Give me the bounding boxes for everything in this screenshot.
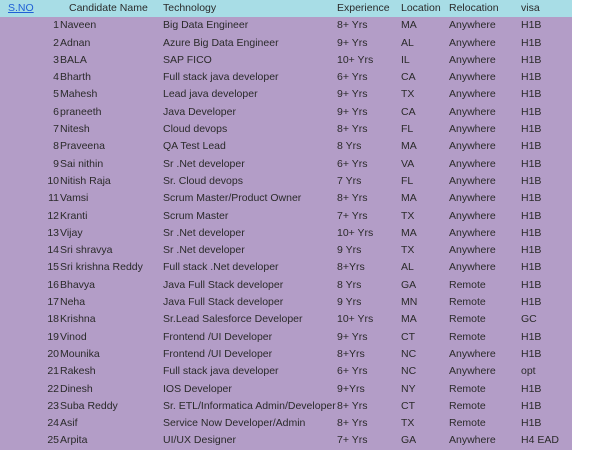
cell-relocation[interactable]: Anywhere xyxy=(449,434,496,447)
cell-relocation[interactable]: Remote xyxy=(449,417,486,430)
cell-visa[interactable]: H1B xyxy=(521,19,542,32)
table-row xyxy=(0,346,572,363)
cell-sno[interactable]: 7 xyxy=(53,123,59,136)
cell-sno[interactable]: 18 xyxy=(47,313,59,326)
table-row xyxy=(0,173,572,190)
cell-candidate-name[interactable]: Sai nithin xyxy=(60,157,104,170)
table-row xyxy=(0,242,572,259)
cell-location[interactable]: GA xyxy=(401,434,417,447)
cell-sno[interactable]: 1 xyxy=(53,19,59,32)
cell-technology[interactable]: Java Full Stack developer xyxy=(163,296,284,309)
cell-relocation[interactable]: Anywhere xyxy=(449,53,496,66)
cell-relocation[interactable]: Anywhere xyxy=(449,174,496,187)
cell-location[interactable]: GA xyxy=(401,278,417,291)
cell-visa[interactable]: H1B xyxy=(521,417,542,430)
cell-technology[interactable]: Full stack java developer xyxy=(163,365,279,378)
cell-relocation[interactable]: Anywhere xyxy=(449,140,496,153)
cell-sno[interactable]: 15 xyxy=(47,261,59,274)
table-row xyxy=(0,294,572,311)
cell-visa[interactable]: H1B xyxy=(521,209,542,222)
cell-visa[interactable]: H1B xyxy=(521,399,542,412)
cell-visa[interactable]: H1B xyxy=(521,347,542,360)
cell-relocation[interactable]: Anywhere xyxy=(449,192,496,205)
cell-location[interactable]: TX xyxy=(401,417,415,430)
table-row xyxy=(0,35,572,52)
cell-sno[interactable]: 2 xyxy=(53,36,59,49)
cell-sno[interactable]: 14 xyxy=(47,244,59,257)
cell-visa[interactable]: H1B xyxy=(521,71,542,84)
cell-experience[interactable]: 8 Yrs xyxy=(337,140,362,153)
cell-visa[interactable]: H1B xyxy=(521,330,542,343)
cell-visa[interactable]: H1B xyxy=(521,36,542,49)
header-experience: Experience xyxy=(337,2,390,14)
table-row xyxy=(0,363,572,380)
cell-sno[interactable]: 25 xyxy=(47,434,59,447)
cell-relocation[interactable]: Anywhere xyxy=(449,36,496,49)
cell-location[interactable]: MA xyxy=(401,313,417,326)
table-row xyxy=(0,277,572,294)
cell-candidate-name[interactable]: Neha xyxy=(60,296,86,309)
cell-location[interactable]: TX xyxy=(401,244,415,257)
cell-visa[interactable]: H1B xyxy=(521,382,542,395)
cell-technology[interactable]: Full stack .Net developer xyxy=(163,261,279,274)
cell-location[interactable]: FL xyxy=(401,123,414,136)
cell-sno[interactable]: 11 xyxy=(48,192,59,205)
cell-location[interactable]: NY xyxy=(401,382,416,395)
cell-technology[interactable]: Big Data Engineer xyxy=(163,19,249,32)
cell-relocation[interactable]: Remote xyxy=(449,278,486,291)
header-location: Location xyxy=(401,2,441,14)
cell-candidate-name[interactable]: Nitish Raja xyxy=(60,174,111,187)
cell-visa[interactable]: H4 EAD xyxy=(521,434,559,447)
cell-relocation[interactable]: Anywhere xyxy=(449,365,496,378)
cell-technology[interactable]: IOS Developer xyxy=(163,382,232,395)
cell-visa[interactable]: H1B xyxy=(521,278,542,291)
cell-location[interactable]: CA xyxy=(401,105,416,118)
cell-relocation[interactable]: Anywhere xyxy=(449,71,496,84)
cell-visa[interactable]: H1B xyxy=(521,140,542,153)
cell-experience[interactable]: 10+ Yrs xyxy=(337,226,374,239)
cell-location[interactable]: AL xyxy=(401,261,414,274)
cell-technology[interactable]: Lead java developer xyxy=(163,88,258,101)
cell-sno[interactable]: 12 xyxy=(47,209,59,222)
cell-candidate-name[interactable]: praneeth xyxy=(60,105,102,118)
table-row xyxy=(0,225,572,242)
cell-candidate-name[interactable]: Kranti xyxy=(60,209,88,222)
cell-technology[interactable]: Sr .Net developer xyxy=(163,157,245,170)
table-row xyxy=(0,190,572,207)
cell-relocation[interactable]: Anywhere xyxy=(449,105,496,118)
cell-location[interactable]: TX xyxy=(401,88,415,101)
cell-experience[interactable]: 8+ Yrs xyxy=(337,123,368,136)
cell-location[interactable]: FL xyxy=(401,174,414,187)
cell-relocation[interactable]: Anywhere xyxy=(449,244,496,257)
cell-experience[interactable]: 8+ Yrs xyxy=(337,192,368,205)
cell-sno[interactable]: 21 xyxy=(47,365,59,378)
cell-visa[interactable]: H1B xyxy=(521,174,542,187)
table-row xyxy=(0,104,572,121)
cell-location[interactable]: MA xyxy=(401,226,417,239)
cell-candidate-name[interactable]: Vijay xyxy=(60,226,83,239)
table-row xyxy=(0,398,572,415)
cell-sno[interactable]: 16 xyxy=(47,278,59,291)
cell-sno[interactable]: 20 xyxy=(47,347,59,360)
cell-sno[interactable]: 24 xyxy=(47,417,59,430)
cell-visa[interactable]: GC xyxy=(521,313,537,326)
cell-relocation[interactable]: Remote xyxy=(449,313,486,326)
header-relocation: Relocation xyxy=(449,2,499,14)
cell-technology[interactable]: Scrum Master xyxy=(163,209,229,222)
cell-technology[interactable]: Java Full Stack developer xyxy=(163,278,284,291)
cell-location[interactable]: CT xyxy=(401,330,415,343)
table-row xyxy=(0,329,572,346)
cell-location[interactable]: MA xyxy=(401,192,417,205)
cell-sno[interactable]: 6 xyxy=(53,105,59,118)
cell-location[interactable]: IL xyxy=(401,53,410,66)
cell-technology[interactable]: Scrum Master/Product Owner xyxy=(163,192,302,205)
cell-sno[interactable]: 9 xyxy=(53,157,59,170)
table-row xyxy=(0,156,572,173)
cell-sno[interactable]: 17 xyxy=(47,296,59,309)
cell-technology[interactable]: Java Developer xyxy=(163,105,236,118)
cell-experience[interactable]: 10+ Yrs xyxy=(337,53,374,66)
header-visa: visa xyxy=(521,2,540,14)
cell-candidate-name[interactable]: Krishna xyxy=(60,313,96,326)
cell-candidate-name[interactable]: Adnan xyxy=(60,36,91,49)
cell-relocation[interactable]: Anywhere xyxy=(449,123,496,136)
table-row xyxy=(0,208,572,225)
cell-relocation[interactable]: Remote xyxy=(449,382,486,395)
cell-candidate-name[interactable]: Praveena xyxy=(60,140,105,153)
cell-technology[interactable]: Sr .Net developer xyxy=(163,226,245,239)
cell-technology[interactable]: Cloud devops xyxy=(163,123,228,136)
cell-sno[interactable]: 5 xyxy=(53,88,59,101)
cell-relocation[interactable]: Anywhere xyxy=(449,226,496,239)
cell-sno[interactable]: 13 xyxy=(47,226,59,239)
cell-experience[interactable]: 10+ Yrs xyxy=(337,313,374,326)
cell-sno[interactable]: 10 xyxy=(47,174,59,187)
table-row xyxy=(0,415,572,432)
cell-candidate-name[interactable]: Sri shravya xyxy=(60,244,113,257)
cell-technology[interactable]: Full stack java developer xyxy=(163,71,279,84)
cell-technology[interactable]: Frontend /UI Developer xyxy=(163,330,273,343)
table-body xyxy=(0,17,572,450)
cell-candidate-name[interactable]: Mounika xyxy=(60,347,100,360)
cell-experience[interactable]: 8 Yrs xyxy=(337,278,362,291)
cell-relocation[interactable]: Anywhere xyxy=(449,347,496,360)
cell-relocation[interactable]: Remote xyxy=(449,296,486,309)
cell-visa[interactable]: H1B xyxy=(521,53,542,66)
cell-location[interactable]: AL xyxy=(401,36,414,49)
cell-candidate-name[interactable]: Dinesh xyxy=(60,382,93,395)
cell-location[interactable]: NC xyxy=(401,365,417,378)
cell-sno[interactable]: 23 xyxy=(47,399,59,412)
cell-relocation[interactable]: Remote xyxy=(449,330,486,343)
cell-location[interactable]: TX xyxy=(401,209,415,222)
cell-candidate-name[interactable]: Rakesh xyxy=(60,365,96,378)
cell-candidate-name[interactable]: Sri krishna Reddy xyxy=(60,261,143,274)
cell-candidate-name[interactable]: Bharth xyxy=(60,71,91,84)
cell-visa[interactable]: H1B xyxy=(521,226,542,239)
table-row xyxy=(0,311,572,328)
cell-technology[interactable]: UI/UX Designer xyxy=(163,434,236,447)
cell-relocation[interactable]: Anywhere xyxy=(449,261,496,274)
cell-experience[interactable]: 8+Yrs xyxy=(337,261,365,274)
cell-location[interactable]: CT xyxy=(401,399,415,412)
cell-experience[interactable]: 9+ Yrs xyxy=(337,88,368,101)
cell-technology[interactable]: Sr.Lead Salesforce Developer xyxy=(163,313,303,326)
cell-location[interactable]: MN xyxy=(401,296,418,309)
cell-experience[interactable]: 9+ Yrs xyxy=(337,36,368,49)
cell-visa[interactable]: H1B xyxy=(521,244,542,257)
cell-visa[interactable]: opt xyxy=(521,365,536,378)
cell-location[interactable]: MA xyxy=(401,140,417,153)
cell-visa[interactable]: H1B xyxy=(521,105,542,118)
header-candidate-name: Candidate Name xyxy=(69,2,148,14)
cell-technology[interactable]: Sr .Net developer xyxy=(163,244,245,257)
cell-candidate-name[interactable]: Vinod xyxy=(60,330,87,343)
cell-experience[interactable]: 8+ Yrs xyxy=(337,417,368,430)
cell-sno[interactable]: 4 xyxy=(53,71,59,84)
cell-candidate-name[interactable]: Nitesh xyxy=(60,123,90,136)
cell-candidate-name[interactable]: BALA xyxy=(60,53,87,66)
cell-technology[interactable]: Azure Big Data Engineer xyxy=(163,36,279,49)
cell-technology[interactable]: Sr. Cloud devops xyxy=(163,174,243,187)
cell-candidate-name[interactable]: Suba Reddy xyxy=(60,399,118,412)
cell-sno[interactable]: 3 xyxy=(53,53,59,66)
cell-location[interactable]: CA xyxy=(401,71,416,84)
cell-visa[interactable]: H1B xyxy=(521,261,542,274)
cell-relocation[interactable]: Anywhere xyxy=(449,209,496,222)
table-row xyxy=(0,121,572,138)
cell-candidate-name[interactable]: Naveen xyxy=(60,19,97,32)
cell-experience[interactable]: 7 Yrs xyxy=(337,174,362,187)
table-row xyxy=(0,69,572,86)
header-sno[interactable] xyxy=(0,0,59,17)
cell-visa[interactable]: H1B xyxy=(521,296,542,309)
cell-candidate-name[interactable]: Bhavya xyxy=(60,278,96,291)
table-row xyxy=(0,432,572,450)
cell-relocation[interactable]: Anywhere xyxy=(449,157,496,170)
cell-relocation[interactable]: Remote xyxy=(449,399,486,412)
cell-experience[interactable]: 8+Yrs xyxy=(337,347,365,360)
header-technology: Technology xyxy=(163,2,217,14)
cell-technology[interactable]: Frontend /UI Developer xyxy=(163,347,273,360)
cell-experience[interactable]: 6+ Yrs xyxy=(337,365,368,378)
sno-sort-link[interactable]: S.NO xyxy=(8,2,34,14)
table-row xyxy=(0,138,572,155)
cell-candidate-name[interactable]: Vamsi xyxy=(60,192,89,205)
cell-technology[interactable]: SAP FICO xyxy=(163,53,212,66)
cell-experience[interactable]: 9+Yrs xyxy=(337,382,365,395)
cell-visa[interactable]: H1B xyxy=(521,123,542,136)
table-row xyxy=(0,86,572,103)
cell-experience[interactable]: 7+ Yrs xyxy=(337,209,368,222)
table-row xyxy=(0,17,572,34)
cell-sno[interactable]: 22 xyxy=(47,382,59,395)
cell-relocation[interactable]: Anywhere xyxy=(449,88,496,101)
cell-candidate-name[interactable]: Asif xyxy=(60,417,78,430)
cell-experience[interactable]: 6+ Yrs xyxy=(337,71,368,84)
table-header-row xyxy=(0,0,572,17)
table-row xyxy=(0,52,572,69)
cell-sno[interactable]: 19 xyxy=(47,330,59,343)
cell-visa[interactable]: H1B xyxy=(521,88,542,101)
cell-experience[interactable]: 7+ Yrs xyxy=(337,434,368,447)
cell-experience[interactable]: 6+ Yrs xyxy=(337,157,368,170)
cell-experience[interactable]: 9 Yrs xyxy=(337,244,362,257)
cell-experience[interactable]: 8+ Yrs xyxy=(337,399,368,412)
cell-location[interactable]: VA xyxy=(401,157,415,170)
cell-sno[interactable]: 8 xyxy=(53,140,59,153)
cell-visa[interactable]: H1B xyxy=(521,192,542,205)
cell-experience[interactable]: 9+ Yrs xyxy=(337,330,368,343)
cell-location[interactable]: NC xyxy=(401,347,417,360)
table-row xyxy=(0,381,572,398)
cell-technology[interactable]: Service Now Developer/Admin xyxy=(163,417,306,430)
cell-candidate-name[interactable]: Arpita xyxy=(60,434,88,447)
table-row xyxy=(0,259,572,276)
cell-technology[interactable]: Sr. ETL/Informatica Admin/Developer xyxy=(163,399,336,412)
cell-visa[interactable]: H1B xyxy=(521,157,542,170)
cell-technology[interactable]: QA Test Lead xyxy=(163,140,226,153)
cell-candidate-name[interactable]: Mahesh xyxy=(60,88,98,101)
cell-location[interactable]: MA xyxy=(401,19,417,32)
cell-experience[interactable]: 9 Yrs xyxy=(337,296,362,309)
cell-experience[interactable]: 8+ Yrs xyxy=(337,19,368,32)
cell-experience[interactable]: 9+ Yrs xyxy=(337,105,368,118)
cell-relocation[interactable]: Anywhere xyxy=(449,19,496,32)
